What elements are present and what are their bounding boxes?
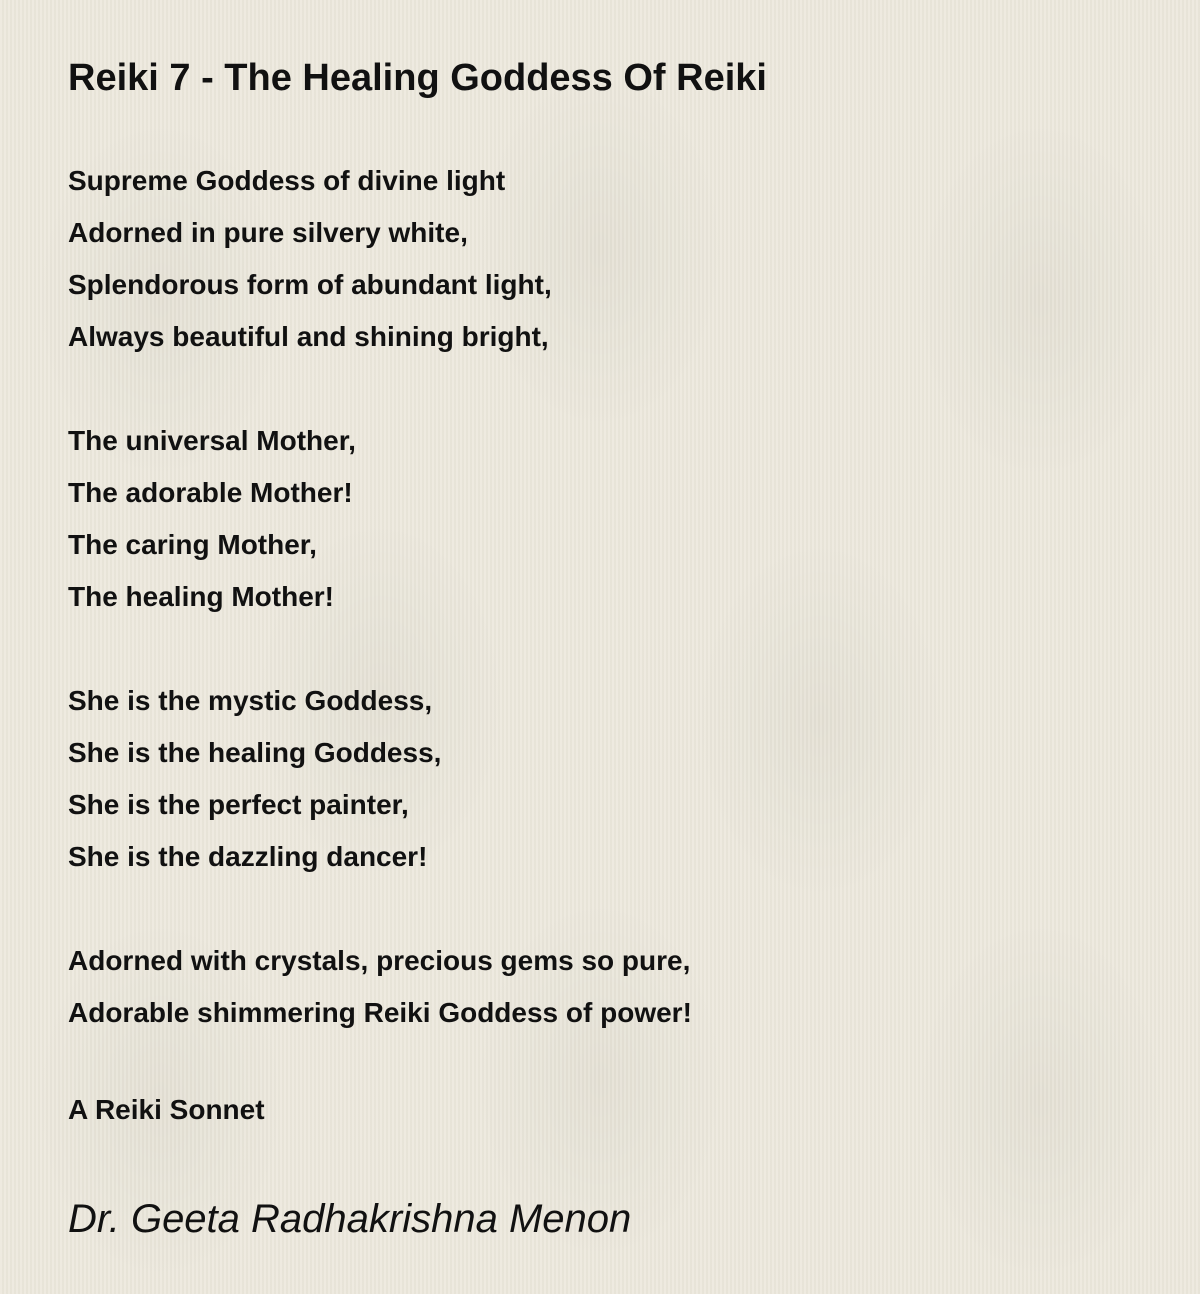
poem-line: Adorned in pure silvery white, xyxy=(68,217,468,248)
poem-line: Supreme Goddess of divine light xyxy=(68,165,506,196)
poem-line: The healing Mother! xyxy=(68,581,334,612)
poem-line: Adorned with crystals, precious gems so pure, xyxy=(68,945,691,976)
poem-line: Splendorous form of abundant light, xyxy=(68,269,552,300)
poem-body xyxy=(68,155,1128,1091)
poem-line: She is the mystic Goddess, xyxy=(68,685,433,716)
poem-line: She is the dazzling dancer! xyxy=(68,841,428,872)
stanza-1 xyxy=(68,155,1128,363)
poem-line: She is the healing Goddess, xyxy=(68,737,442,768)
poem-note: A Reiki Sonnet xyxy=(68,1094,265,1125)
poem-line: She is the perfect painter, xyxy=(68,789,409,820)
stanza-2 xyxy=(68,415,1128,623)
stanza-3 xyxy=(68,675,1128,883)
poem-title: Reiki 7 - The Healing Goddess Of Reiki xyxy=(68,57,767,99)
author-name: Dr. Geeta Radhakrishna Menon xyxy=(68,1197,632,1241)
poem-line: Always beautiful and shining bright, xyxy=(68,321,549,352)
poem-line: The adorable Mother! xyxy=(68,477,353,508)
stanza-4 xyxy=(68,935,1128,1039)
poem-line: Adorable shimmering Reiki Goddess of power! xyxy=(68,997,692,1028)
poem-line: The universal Mother, xyxy=(68,425,356,456)
poem-line: The caring Mother, xyxy=(68,529,317,560)
